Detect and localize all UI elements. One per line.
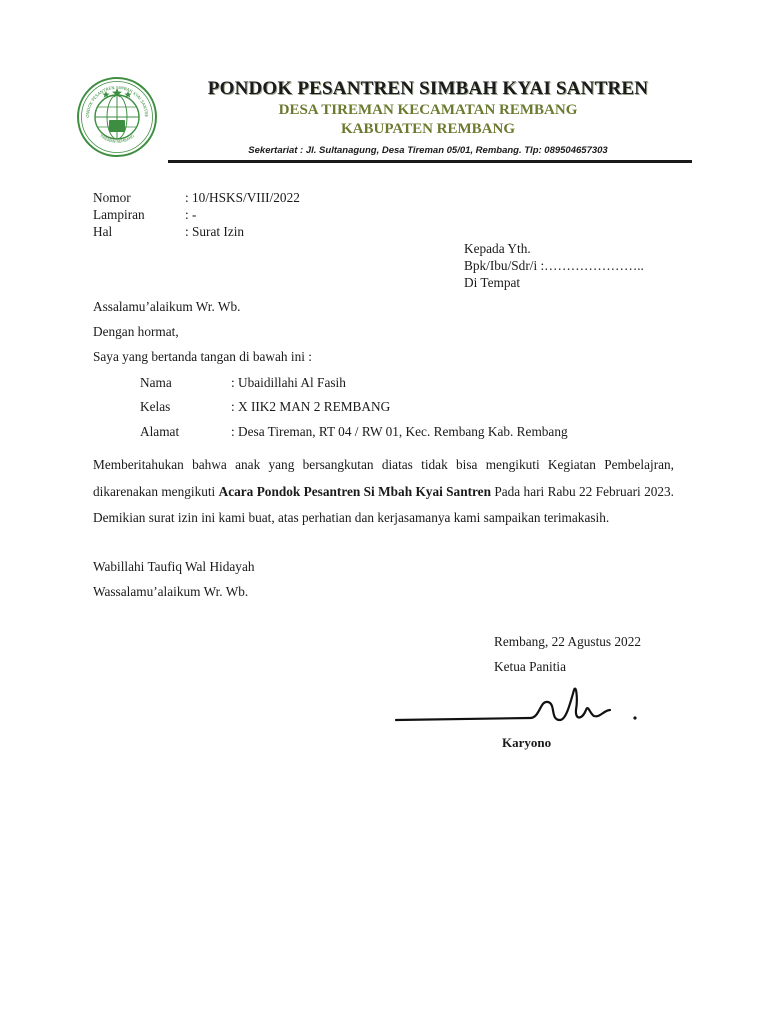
pesantren-logo-icon (76, 76, 158, 158)
opening-intro: Saya yang bertanda tangan di bawah ini : (93, 349, 312, 364)
organization-address-village: DESA TIREMAN KECAMATAN REMBANG (278, 102, 578, 118)
opening-hormat: Dengan hormat, (93, 324, 179, 339)
letterhead-divider (168, 160, 692, 163)
secretariat-contact: Sekertariat : Jl. Sultanagung, Desa Tireman 05/01, Rembang. Tlp: 089504657303 (248, 145, 608, 156)
notice-event-name: Acara Pondok Pesantren Si Mbah Kyai Santren (218, 483, 491, 499)
field-nama-value: : Ubaidillahi Al Fasih (231, 375, 346, 390)
signer-role: Ketua Panitia (494, 659, 567, 674)
nomor-label: Nomor (93, 190, 131, 205)
recipient-greeting: Kepada Yth. (464, 241, 531, 256)
opening-salam: Assalamu’alaikum Wr. Wb. (93, 299, 241, 314)
field-kelas-label: Kelas (140, 399, 171, 414)
logo-text-top: ONDOK PESANTREN SIMBAH KYAI SANTRE (84, 84, 150, 118)
place-date: Rembang, 22 Agustus 2022 (494, 634, 642, 649)
organization-name: PONDOK PESANTREN SIMBAH KYAI SANTREN (207, 78, 649, 99)
field-alamat-value: : Desa Tireman, RT 04 / RW 01, Kec. Rembang Kab. Rembang (231, 424, 568, 439)
hal-value: : Surat Izin (185, 224, 245, 239)
notice-text-part1: Memberitahukan bahwa anak yang bersangkutan diatas tidak bisa mengikuti Kegiatan Pembelajran, dikarenakan mengikuti (93, 457, 674, 499)
nomor-value: : 10/HSKS/VIII/2022 (185, 190, 300, 205)
recipient-place: Di Tempat (464, 275, 521, 290)
closing-hidayah: Wabillahi Taufiq Wal Hidayah (93, 559, 255, 574)
lampiran-value: : - (185, 207, 197, 222)
lampiran-label: Lampiran (93, 207, 145, 222)
notice-text-part2: Pada hari Rabu 22 Februari 2023. Demikian surat izin ini kami buat, atas perhatian dan kerjasamanya kami sampaikan terimakasih. (93, 483, 675, 525)
hal-label: Hal (93, 224, 113, 239)
logo-text-bottom: TIREMAN REMBANG (99, 133, 135, 144)
field-kelas-value: : X IIK2 MAN 2 REMBANG (231, 399, 391, 414)
recipient-name: Bpk/Ibu/Sdr/i :………………….. (464, 258, 644, 273)
organization-address-regency: KABUPATEN REMBANG (340, 121, 516, 137)
field-alamat-label: Alamat (140, 424, 180, 439)
closing-salam: Wassalamu’alaikum Wr. Wb. (93, 584, 249, 599)
field-nama-label: Nama (140, 375, 172, 390)
notice-paragraph (93, 452, 674, 532)
handwritten-signature-icon (390, 680, 650, 740)
signer-name: Karyono (502, 735, 552, 750)
